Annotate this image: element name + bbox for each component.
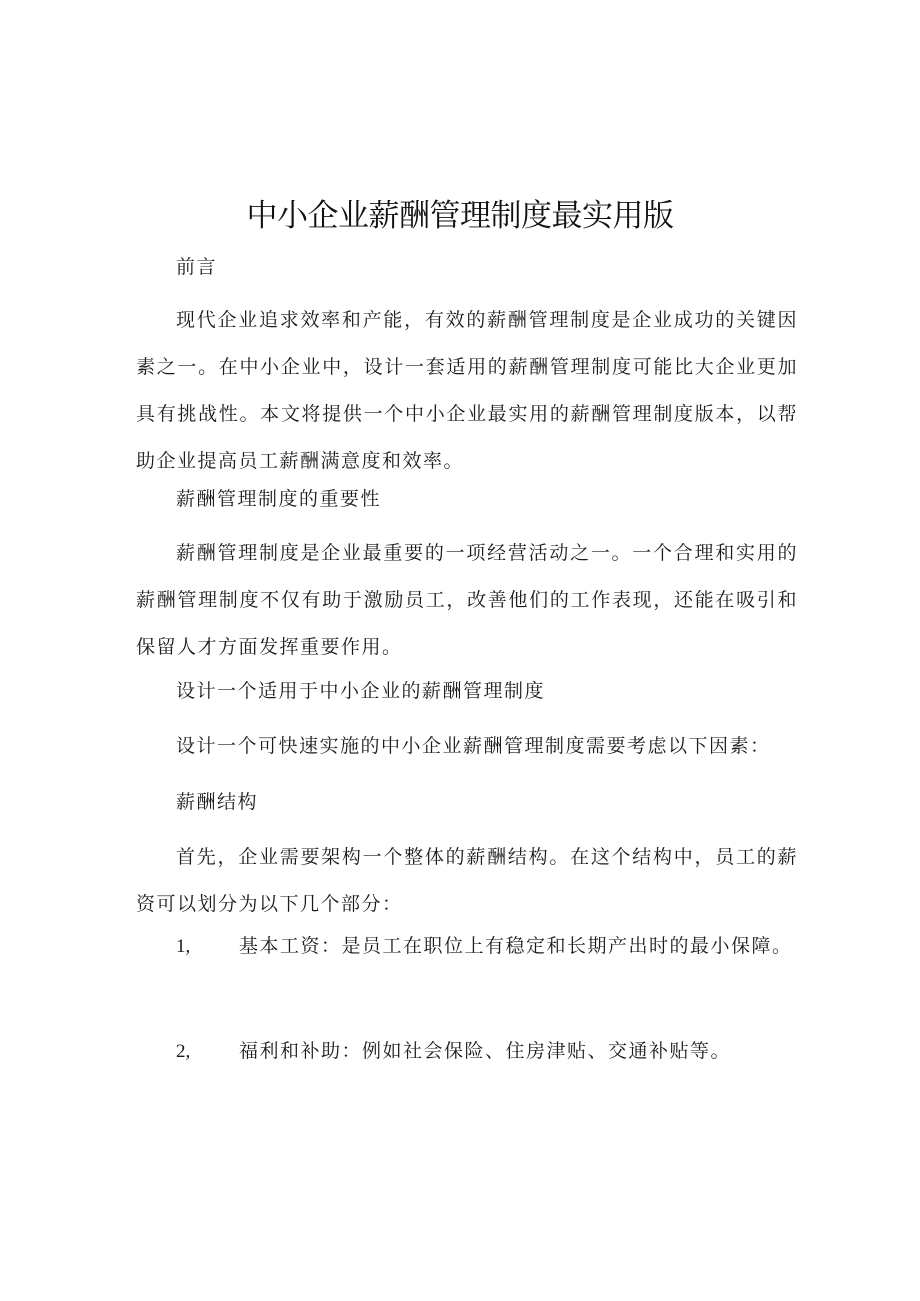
section-heading-salary-structure: 薪酬结构 <box>176 791 259 813</box>
document-title: 中小企业薪酬管理制度最实用版 <box>246 198 674 234</box>
list-item-text: 基本工资：是员工在职位上有稳定和长期产出时的最小保障。 <box>239 935 793 957</box>
paragraph-salary-structure: 首先，企业需要架构一个整体的薪酬结构。在这个结构中，员工的薪资可以划分为以下几个部分： <box>136 846 798 915</box>
paragraph-design-factors: 设计一个可快速实施的中小企业薪酬管理制度需要考虑以下因素： <box>176 735 771 757</box>
list-item-benefits <box>136 1028 798 1075</box>
list-item-text: 福利和补助：例如社会保险、住房津贴、交通补贴等。 <box>239 1040 732 1062</box>
list-number: 1, <box>176 936 191 957</box>
paragraph-importance: 薪酬管理制度是企业最重要的一项经营活动之一。一个合理和实用的薪酬管理制度不仅有助于激励员工，改善他们的工作表现，还能在吸引和保留人才方面发挥重要作用。 <box>136 542 798 658</box>
list-number: 2, <box>176 1041 191 1062</box>
section-heading-preface: 前言 <box>176 256 218 278</box>
section-heading-importance: 薪酬管理制度的重要性 <box>176 488 382 510</box>
list-item-base-salary <box>136 923 798 970</box>
paragraph-intro: 现代企业追求效率和产能，有效的薪酬管理制度是企业成功的关键因素之一。在中小企业中，设计一套适用的薪酬管理制度可能比大企业更加具有挑战性。本文将提供一个中小企业最实用的薪酬管理制度版本，以帮助企业提高员工薪酬满意度和效率。 <box>136 309 798 472</box>
section-heading-design: 设计一个适用于中小企业的薪酬管理制度 <box>176 680 546 702</box>
